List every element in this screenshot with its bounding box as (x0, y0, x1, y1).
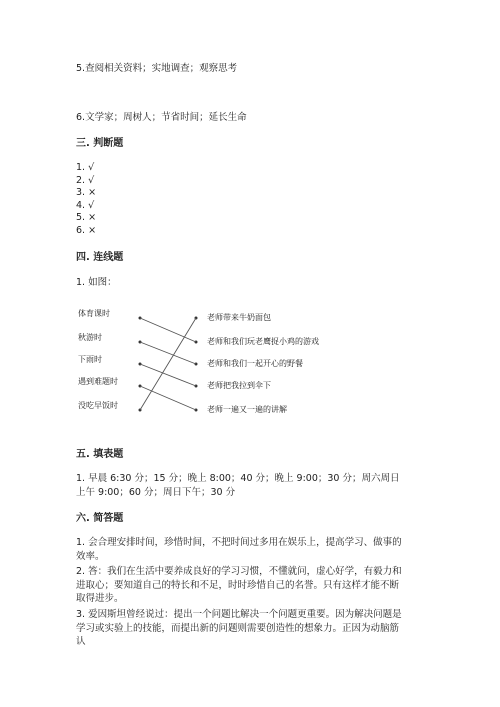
short-answer-1: 1. 会合理安排时间，珍惜时间，不把时间过多用在娱乐上，提高学习、做事的效率。 (76, 537, 402, 562)
right-item: 老师带来牛奶面包 (207, 313, 271, 322)
section-title-judge: 三. 判断题 (76, 138, 124, 149)
match-intro: 1. 如图： (76, 277, 117, 288)
answer-6: 6.文学家；周树人；节省时间；延长生命 (76, 112, 247, 123)
judge-item: 6. × (76, 224, 97, 236)
judge-item: 5. × (76, 212, 97, 223)
right-item: 老师一遍又一遍的讲解 (207, 405, 287, 414)
right-item: 老师把我拉到伞下 (207, 381, 271, 390)
left-item: 下雨时 (78, 355, 102, 364)
short-answer-3: 3. 爱因斯坦曾经说过：提出一个问题比解决一个问题更重要。因为解决问题是学习或实验上的技能，而提出新的问题则需要创造性的想象力。正因为动脑筋认 (76, 609, 402, 647)
section-title-fill: 五. 填表题 (76, 449, 124, 460)
judge-item: 4. √ (76, 199, 95, 211)
left-item: 体育课时 (78, 309, 110, 318)
match-line (140, 364, 196, 386)
match-line (140, 342, 196, 364)
judge-item: 1. √ (76, 162, 95, 173)
match-line (140, 318, 196, 342)
right-item: 老师和我们一起开心的野餐 (207, 359, 303, 368)
left-item: 秋游时 (78, 333, 102, 342)
section-title-short: 六. 简答题 (76, 513, 124, 524)
section-title-match: 四. 连线题 (76, 252, 124, 263)
left-column (78, 308, 142, 412)
short-answer-2: 2. 答：我们在生活中要养成良好的学习习惯，不懂就问，虚心好学，有毅力和进取心；要知道自己的特长和不足，时时珍惜自己的名誉。只有这样才能不断取得进步。 (76, 566, 402, 604)
right-column (195, 312, 320, 414)
judge-item: 3. × (76, 187, 97, 198)
judge-item: 2. √ (76, 174, 95, 186)
match-line (140, 318, 196, 410)
match-line (140, 386, 196, 410)
matching-diagram (0, 300, 500, 425)
answer-5: 5.查阅相关资料；实地调查；观察思考 (76, 63, 238, 74)
fill-answer: 1. 早晨 6:30 分；15 分；晚上 8:00；40 分；晚上 9:00；30 分；周六周日上午 9:00；60 分；周日下午；30 分 (76, 473, 400, 498)
left-item: 遇到难题时 (78, 377, 118, 386)
right-item: 老师和我们玩老鹰捉小鸡的游戏 (207, 337, 319, 346)
match-lines (140, 318, 196, 410)
left-item: 没吃早饭时 (78, 401, 118, 410)
judge-list (76, 162, 96, 237)
